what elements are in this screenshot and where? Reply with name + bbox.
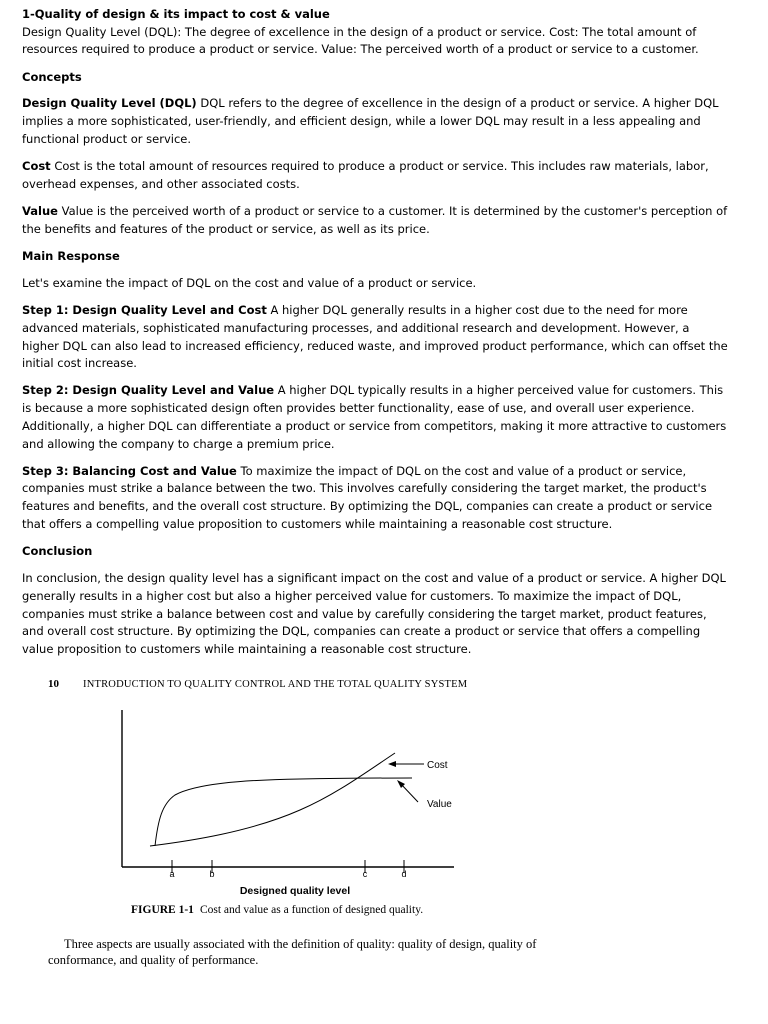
main-response-heading: Main Response [22,248,120,263]
step1-paragraph: Step 1: Design Quality Level and Cost A higher DQL generally results in a higher cost due to the need for more advanced materials, sophisticated manufacturing processes, and additional research and development. However, a higher DQL can also lead to increased efficiency, reduced waste, and improved product performance, which can offset the initial cost increase. [22,303,728,371]
main-intro-paragraph: Let's examine the impact of DQL on the cost and value of a product or service. [22,275,477,290]
textbook-page-scan [0,670,768,1024]
answer-title: 1-Quality of design & its impact to cost & value [22,7,330,21]
conclusion-paragraph: In conclusion, the design quality level has a significant impact on the cost and value of a product or service. A higher DQL generally results in a higher cost but also a higher perceived value for customers. To maximize the impact of DQL, companies must strike a balance between cost and value by carefully considering the target market, product features, and overall cost structure. By optimizing the DQL, companies can create a product or service that offers a compelling value proposition to customers while maintaining a reasonable cost structure. [22,571,726,657]
value-paragraph: Value Value is the perceived worth of a product or service to a customer. It is determined by the customer's perception of the benefits and features of the product or service, as well as its price. [22,203,728,236]
cost-pointer-arrowhead [388,761,396,767]
page-number: 10 [48,678,59,690]
x-tick-label-a: a [169,869,175,879]
x-tick-label-b: b [209,869,215,879]
concepts-heading: Concepts [22,69,82,84]
cost-label: Cost [427,760,448,771]
dql-paragraph: Design Quality Level (DQL) DQL refers to the degree of excellence in the design of a product or service. A higher DQL implies a more sophisticated, user-friendly, and efficient design, while a lower DQL may result in a less appealing and functional product or service. [22,96,719,146]
cost-curve [150,753,395,846]
cost-paragraph: Cost Cost is the total amount of resources required to produce a product or service. This includes raw materials, labor, overhead expenses, and other associated costs. [22,158,709,191]
figure-caption: FIGURE 1-1 Cost and value as a function of designed quality. [131,904,424,916]
x-tick-label-c: c [362,869,368,879]
x-tick-label-d: d [401,869,407,879]
conclusion-heading: Conclusion [22,544,93,559]
cost-value-chart [0,670,768,900]
trailing-paragraph: Three aspects are usually associated with the definition of quality: quality of design, quality of conformance, and quality of performance. [48,937,537,967]
running-head: INTRODUCTION TO QUALITY CONTROL AND THE TOTAL QUALITY SYSTEM [83,679,468,690]
step3-paragraph: Step 3: Balancing Cost and Value To maximize the impact of DQL on the cost and value of a product or service, companies must strike a balance between the two. This involves carefully considering the target market, the product's features and benefits, and the overall cost structure. By optimizing the DQL, companies can create a product or service that offers a compelling value proposition to customers while maintaining a reasonable cost structure. [22,463,713,531]
answer-document [22,6,728,668]
value-label: Value [427,799,452,810]
step2-paragraph: Step 2: Design Quality Level and Value A higher DQL typically results in a higher perceived value for customers. This is because a more sophisticated design often provides better functionality, ease of use, and overall user experience. Additionally, a higher DQL can differentiate a product or service from competitors, making it more attractive to customers and allowing the company to charge a premium price. [22,383,727,451]
intro-paragraph: Design Quality Level (DQL): The degree of excellence in the design of a product or service. Cost: The total amount of resources required to produce a product or service. Value: The perceived worth of a product or service to a customer. [22,24,699,57]
value-curve [155,778,412,846]
x-axis-label: Designed quality level [239,885,351,897]
